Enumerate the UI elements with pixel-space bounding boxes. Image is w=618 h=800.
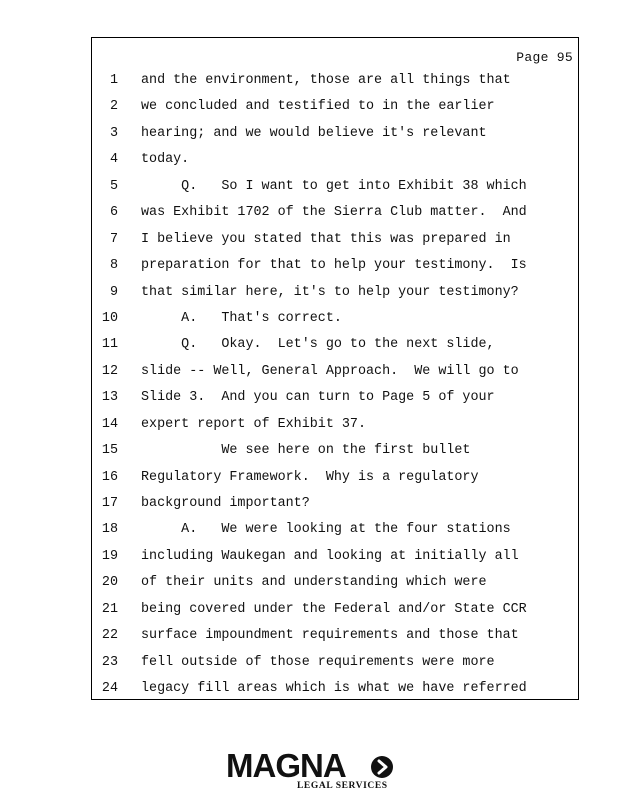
line-number: 17	[101, 496, 118, 511]
line-number: 4	[109, 152, 118, 168]
transcript-line	[92, 125, 578, 151]
line-number: 11	[101, 337, 118, 353]
line-text: Q. So I want to get into Exhibit 38 which	[141, 178, 527, 194]
line-text: We see here on the first bullet	[141, 443, 471, 459]
transcript-line	[92, 72, 578, 98]
line-number: 2	[109, 99, 118, 115]
line-number: 20	[101, 575, 118, 591]
transcript-line	[92, 416, 578, 442]
transcript-line	[92, 521, 578, 547]
line-text: I believe you stated that this was prepared in	[141, 231, 511, 247]
transcript-line	[92, 654, 578, 680]
logo-wordmark: MAGNA	[226, 747, 346, 784]
magna-logo	[226, 748, 396, 792]
line-text: hearing; and we would believe it's relevant	[141, 125, 487, 141]
line-text: Regulatory Framework. Why is a regulatory	[141, 469, 479, 485]
line-text: expert report of Exhibit 37.	[141, 416, 366, 432]
chevron-right-icon	[371, 756, 393, 778]
transcript-page	[91, 37, 579, 700]
line-text: Q. Okay. Let's go to the next slide,	[141, 337, 495, 353]
transcript-line	[92, 178, 578, 204]
line-text: including Waukegan and looking at initially all	[141, 548, 519, 564]
transcript-line	[92, 257, 578, 283]
line-text: that similar here, it's to help your testimony?	[141, 284, 519, 300]
transcript-line	[92, 469, 578, 495]
transcript-line	[92, 627, 578, 653]
transcript-line	[92, 151, 578, 177]
transcript-lines	[92, 72, 578, 707]
line-number: 19	[101, 548, 118, 564]
line-text: legacy fill areas which is what we have referred	[141, 681, 527, 697]
line-number: 12	[101, 363, 118, 379]
transcript-line	[92, 680, 578, 706]
line-text: A. We were looking at the four stations	[141, 522, 511, 538]
line-text: A. That's correct.	[141, 310, 342, 326]
transcript-line	[92, 336, 578, 362]
line-number: 16	[101, 469, 118, 485]
line-number: 5	[109, 178, 118, 194]
transcript-line	[92, 363, 578, 389]
line-number: 9	[109, 284, 118, 300]
page-number: Page 95	[516, 50, 573, 65]
line-text: fell outside of those requirements were more	[141, 654, 495, 670]
transcript-line	[92, 204, 578, 230]
line-text: preparation for that to help your testimony. Is	[141, 258, 527, 274]
transcript-line	[92, 98, 578, 124]
line-number: 23	[101, 654, 118, 670]
transcript-line	[92, 495, 578, 521]
line-number: 18	[101, 522, 118, 538]
line-text: of their units and understanding which were	[141, 575, 487, 591]
transcript-line	[92, 284, 578, 310]
transcript-line	[92, 601, 578, 627]
line-number: 22	[101, 628, 118, 644]
line-number: 1	[109, 73, 118, 88]
transcript-line	[92, 442, 578, 468]
line-text: was Exhibit 1702 of the Sierra Club matter. And	[141, 205, 527, 221]
line-text: slide -- Well, General Approach. We will go to	[141, 363, 519, 379]
line-number: 8	[109, 258, 118, 274]
line-text: we concluded and testified to in the earlier	[141, 99, 495, 115]
line-text: being covered under the Federal and/or State CCR	[141, 601, 527, 617]
line-number: 13	[101, 390, 118, 406]
transcript-line	[92, 389, 578, 415]
line-number: 21	[101, 601, 118, 617]
line-number: 3	[109, 125, 118, 141]
transcript-line	[92, 574, 578, 600]
line-number: 14	[101, 416, 118, 432]
line-number: 15	[101, 443, 118, 459]
line-number: 7	[109, 231, 118, 247]
logo-subtitle: LEGAL SERVICES	[297, 781, 388, 791]
line-number: 6	[109, 205, 118, 221]
line-text: Slide 3. And you can turn to Page 5 of your	[141, 390, 495, 406]
line-number: 24	[101, 681, 118, 697]
transcript-line	[92, 310, 578, 336]
line-text: surface impoundment requirements and those that	[141, 628, 519, 644]
line-text: background important?	[141, 496, 310, 511]
line-text: and the environment, those are all things that	[141, 73, 511, 88]
line-text: today.	[141, 152, 190, 168]
transcript-line	[92, 548, 578, 574]
transcript-line	[92, 231, 578, 257]
line-number: 10	[101, 310, 118, 326]
